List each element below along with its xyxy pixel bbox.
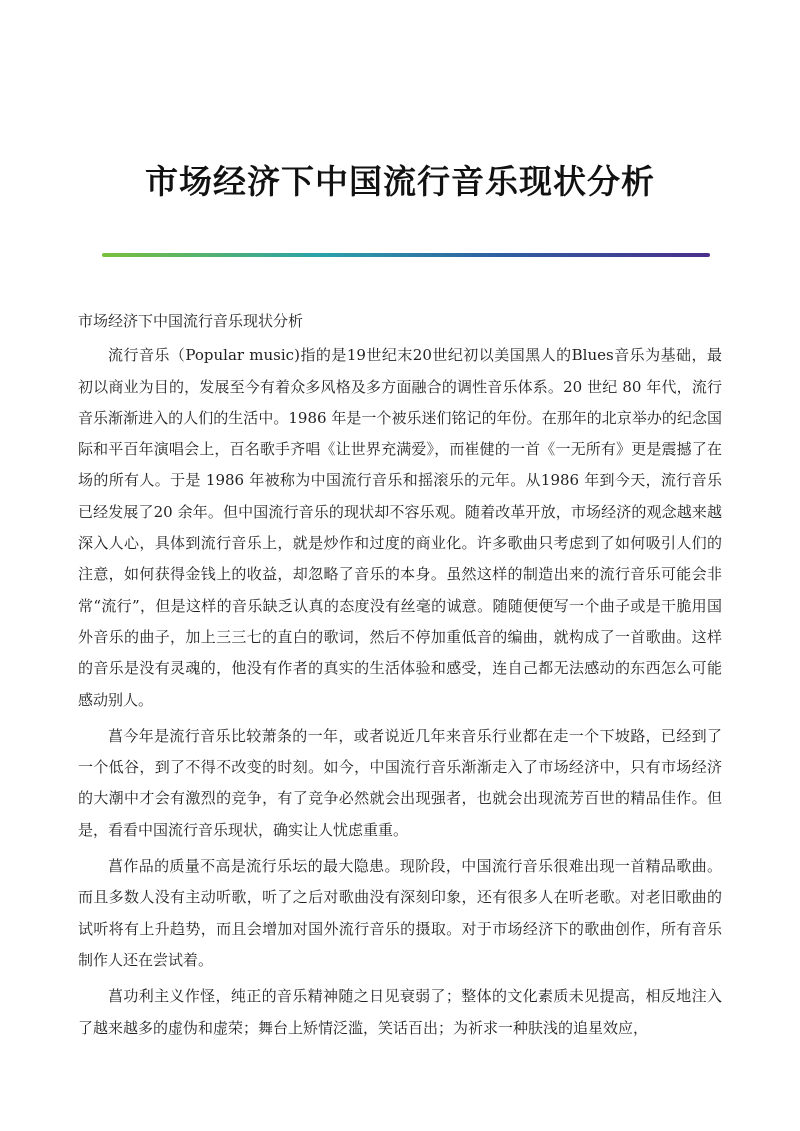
paragraph: 流行音乐（Popular music)指的是19世纪末20世纪初以美国黑人的Blues音乐为基础，最初以商业为目的，发展至今有着众多风格及多方面融合的调性音乐体系。20 世纪 80 年代，流行音乐渐渐进入的人们的生活中。1986 年是一个被乐迷们铭记的年份。在那年的北京举办的纪念国际和平百年演唱会上，百名歌手齐唱《让世界充满爱》，而崔健的一首《一无所有》更是震撼了在场的所有人。于是 1986 年被称为中国流行音乐和摇滚乐的元年。从1986 年到今天，流行音乐已经发展了20 余年。但中国流行音乐的现状却不容乐观。随着改革开放，市场经济的观念越来越深入人心，具体到流行音乐上，就是炒作和过度的商业化。许多歌曲只考虑到了如何吸引人们的注意，如何获得金钱上的收益，却忽略了音乐的本身。虽然这样的制造出来的流行音乐可能会非常“流行”，但是这样的音乐缺乏认真的态度没有丝毫的诚意。随随便便写一个曲子或是干脆用国外音乐的曲子，加上三三七的直白的歌词，然后不停加重低音的编曲，就构成了一首歌曲。这样的音乐是没有灵魂的，他没有作者的真实的生活体验和感受，连自己都无法感动的东西怎么可能感动别人。: [78, 346, 722, 709]
paragraph: 菖作品的质量不高是流行乐坛的最大隐患。现阶段，中国流行音乐很难出现一首精品歌曲。而且多数人没有主动听歌，听了之后对歌曲没有深刻印象，还有很多人在听老歌。对老旧歌曲的试听将有上升趋势，而且会增加对国外流行音乐的摄取。对于市场经济下的歌曲创作，所有音乐制作人还在尝试着。: [78, 857, 722, 969]
title-divider: [102, 253, 710, 257]
document-title: 市场经济下中国流行音乐现状分析: [145, 162, 655, 201]
document-body: [78, 306, 722, 1044]
section-heading: 市场经济下中国流行音乐现状分析: [78, 312, 304, 330]
paragraph: 菖今年是流行音乐比较萧条的一年，或者说近几年来音乐行业都在走一个下坡路，已经到了一个低谷，到了不得不改变的时刻。如今，中国流行音乐渐渐走入了市场经济中，只有市场经济的大潮中才会有激烈的竞争，有了竞争必然就会出现强者，也就会出现流芳百世的精品佳作。但是，看看中国流行音乐现状，确实让人忧虑重重。: [78, 726, 722, 839]
paragraph: 菖功利主义作怪，纯正的音乐精神随之日见衰弱了；整体的文化素质未见提高，相反地注入了越来越多的虚伪和虚荣；舞台上矫情泛滥，笑话百出；为祈求一种肤浅的追星效应，: [78, 987, 722, 1037]
